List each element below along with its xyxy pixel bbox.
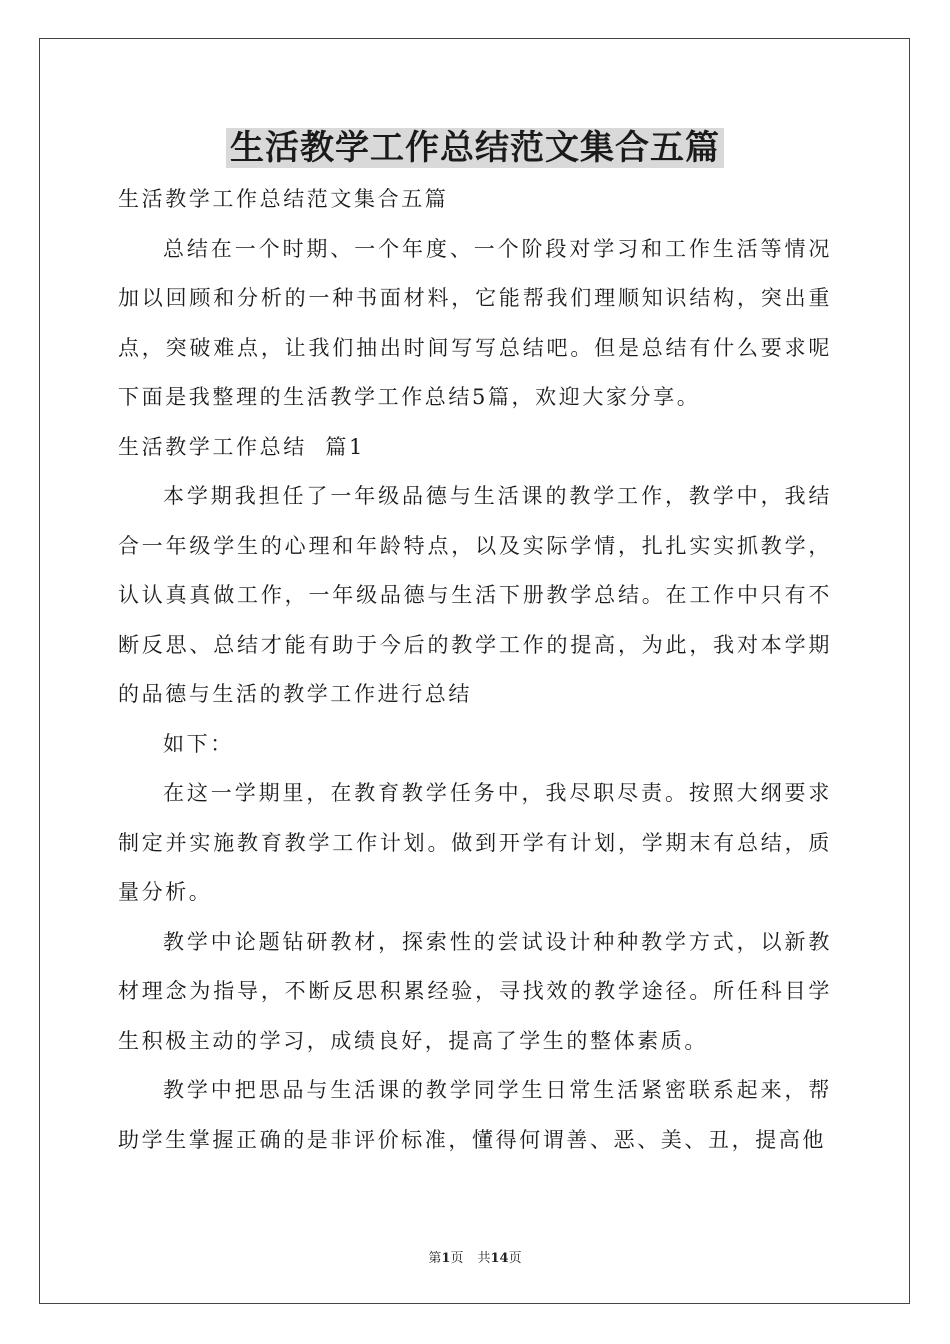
document-subtitle: 生活教学工作总结范文集合五篇 xyxy=(118,187,449,211)
total-pages-prefix: 共 xyxy=(477,1251,491,1266)
body-paragraph: 教学中把思品与生活课的教学同学生日常生活紧密联系起来，帮助学生掌握正确的是非评价标准，懂得何谓善、恶、美、丑，提高他 xyxy=(118,1078,832,1152)
body-paragraph: 教学中论题钻研教材，探索性的尝试设计种种教学方式，以新教材理念为指导，不断反思积累经验，寻找效的教学途径。所任科目学生积极主动的学习，成绩良好，提高了学生的整体素质。 xyxy=(118,929,832,1053)
body-paragraph: 本学期我担任了一年级品德与生活课的教学工作，教学中，我结合一年级学生的心理和年龄特点，以及实际学情，扎扎实实抓教学，认认真真做工作，一年级品德与生活下册教学总结。在工作中只有不断反思、总结才能有助于今后的教学工作的提高，为此，我对本学期的品德与生活的教学工作进行总结 xyxy=(118,484,832,706)
page-number-prefix: 第 xyxy=(428,1251,442,1266)
intro-paragraph: 总结在一个时期、一个年度、一个阶段对学习和工作生活等情况加以回顾和分析的一种书面材料，它能帮我们理顺知识结构，突出重点，突破难点，让我们抽出时间写写总结吧。但是总结有什么要求呢下面是我整理的生活教学工作总结5篇，欢迎大家分享。 xyxy=(118,236,832,409)
document-body xyxy=(118,175,832,1165)
document-title-text: 生活教学工作总结范文集合五篇 xyxy=(226,128,724,168)
body-paragraph: 如下： xyxy=(163,731,234,756)
page-number-current: 1 xyxy=(441,1251,451,1266)
total-pages-count: 14 xyxy=(490,1251,509,1266)
page-footer xyxy=(0,1247,950,1266)
document-title xyxy=(0,124,950,172)
total-pages-suffix: 页 xyxy=(508,1251,522,1266)
section-heading: 生活教学工作总结 篇1 xyxy=(118,434,365,459)
page-number-suffix: 页 xyxy=(450,1251,464,1266)
body-paragraph: 在这一学期里，在教育教学任务中，我尽职尽责。按照大纲要求制定并实施教育教学工作计划。做到开学有计划，学期末有总结，质量分析。 xyxy=(118,781,832,904)
